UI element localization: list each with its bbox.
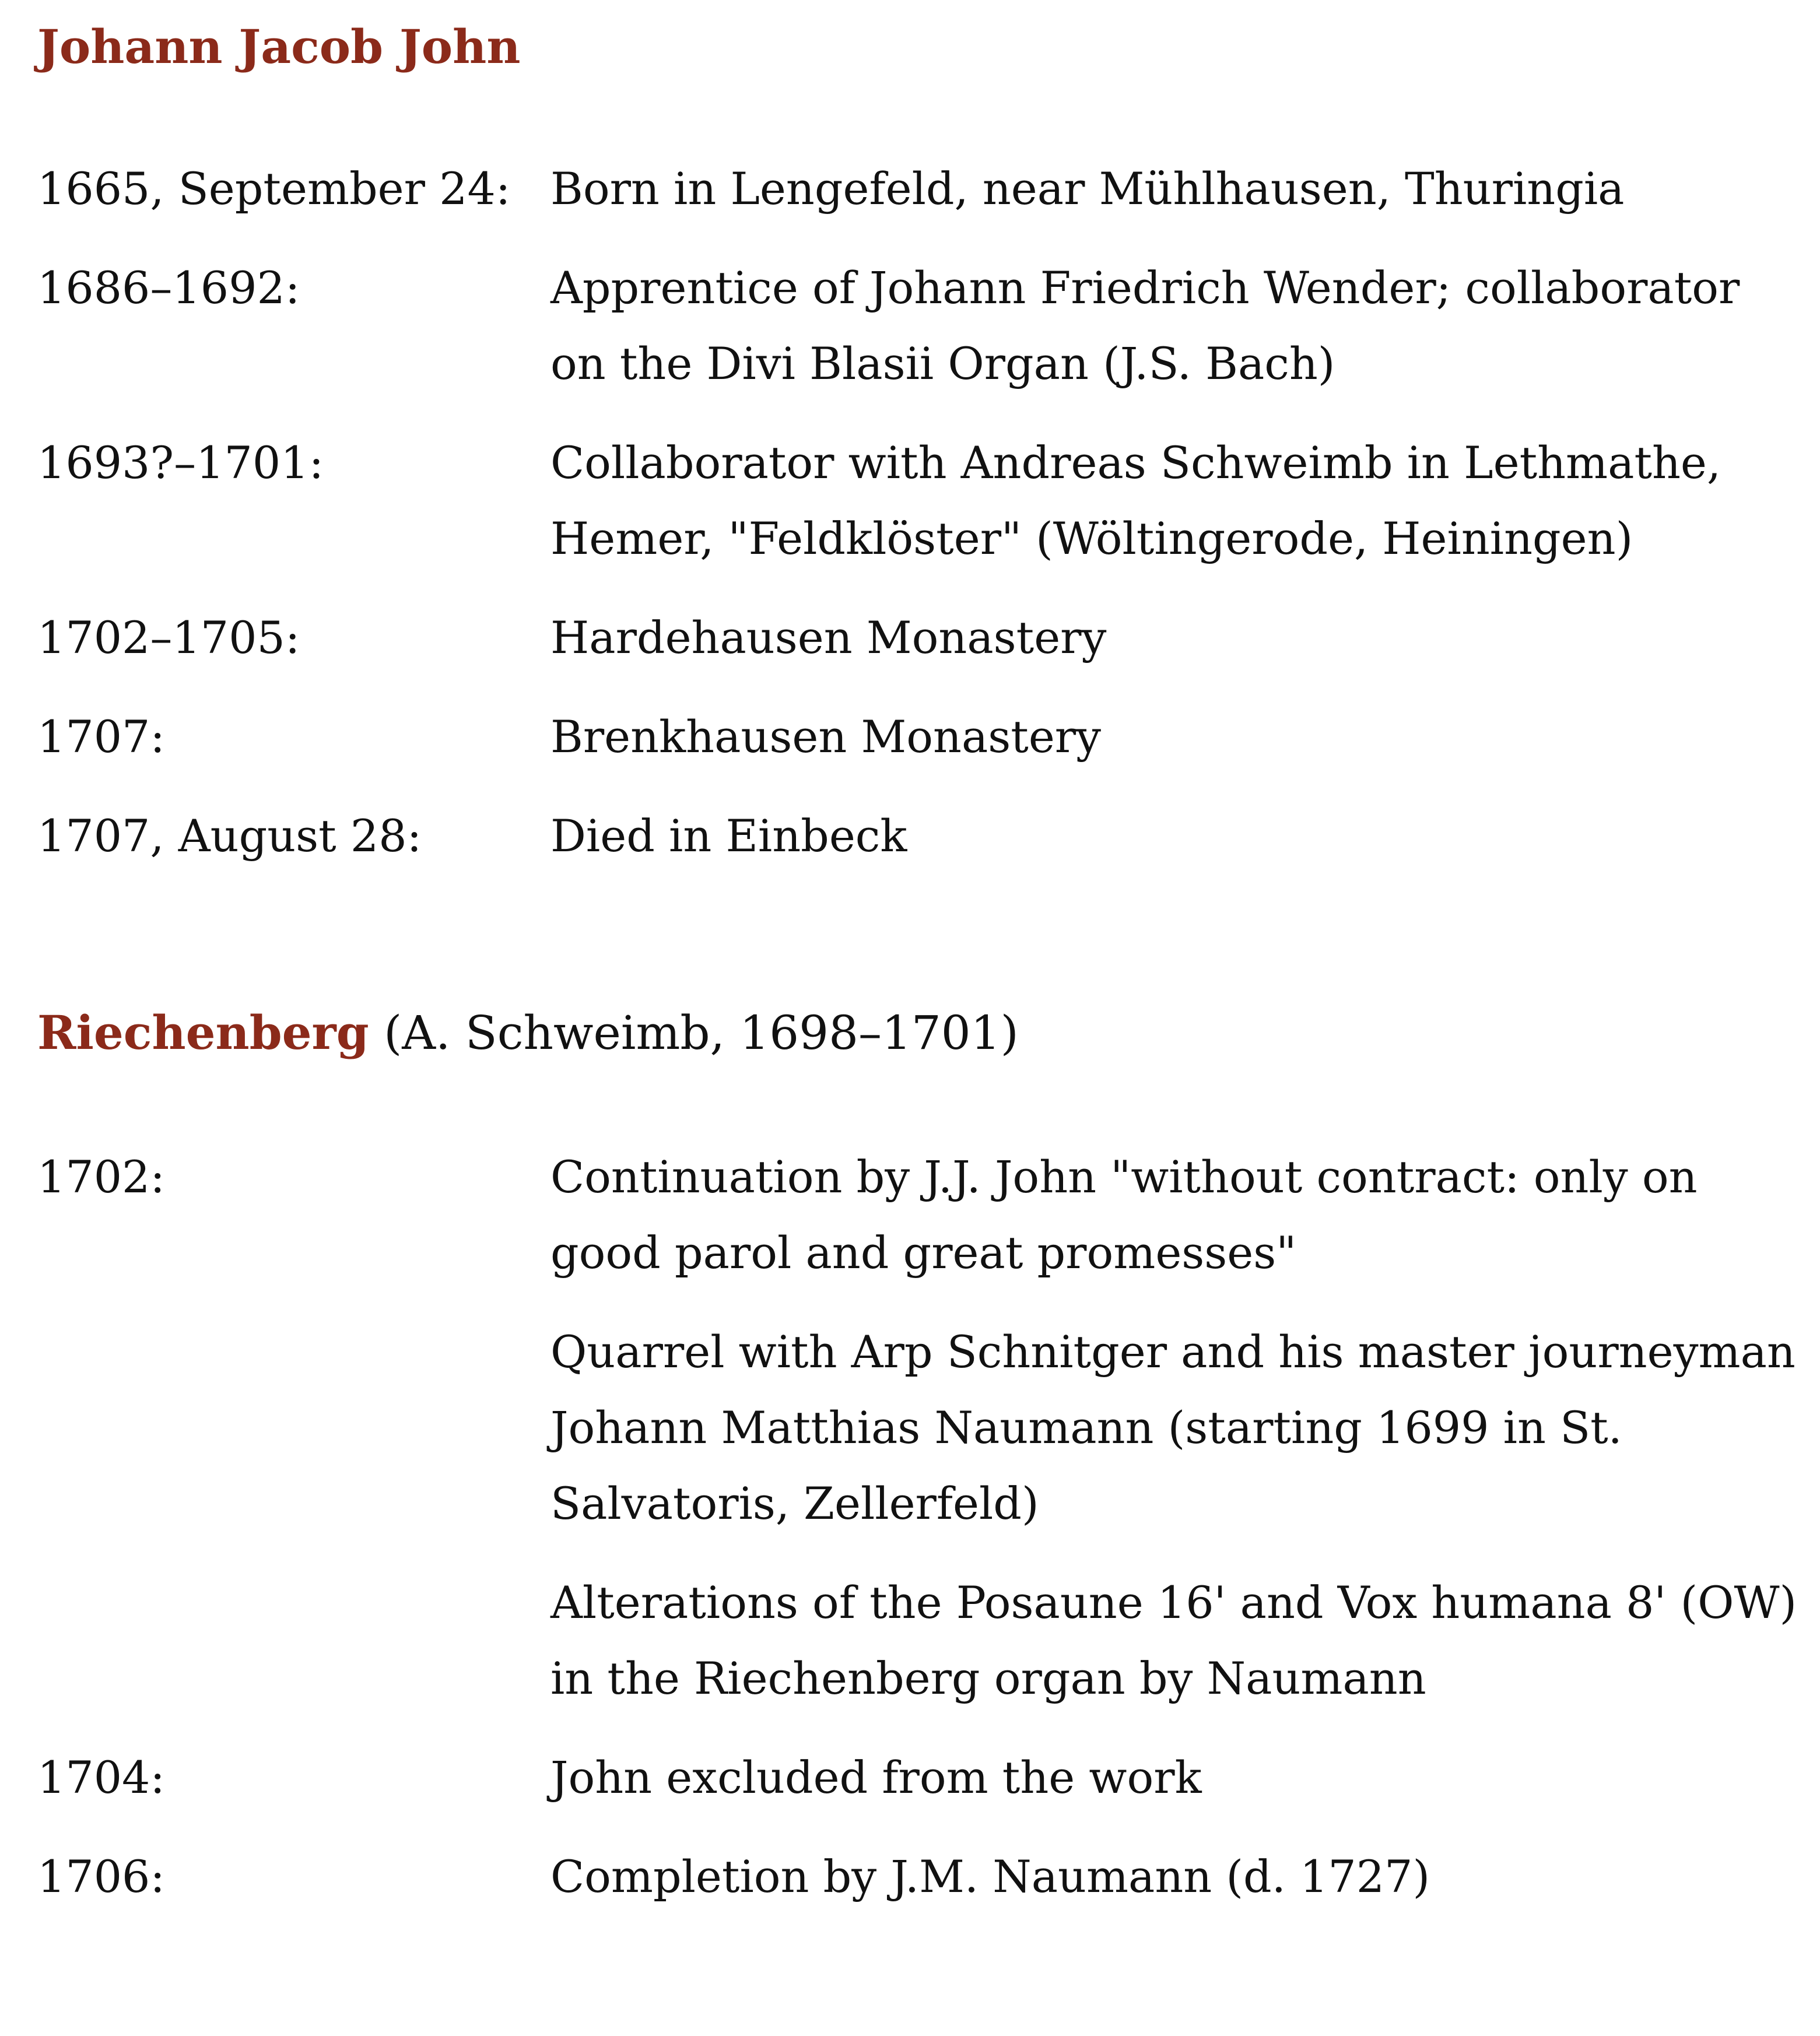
section-title-john [37, 12, 1820, 82]
timeline-date: 1665, September 24: [37, 163, 511, 215]
timeline-date: 1702: [37, 1151, 166, 1203]
section-title-name: Johann Jacob John [37, 19, 521, 74]
timeline-john [37, 151, 1820, 874]
timeline-date: 1693?–1701: [37, 437, 324, 489]
timeline-text: Continuation by J.J. John "without contract: only on good parol and great promesses" [550, 1151, 1698, 1279]
timeline-text: Died in Einbeck [550, 810, 907, 862]
timeline-row [37, 1839, 1820, 1915]
timeline-row [37, 1565, 1820, 1716]
timeline-date: 1707: [37, 711, 166, 763]
timeline-text: Apprentice of Johann Friedrich Wender; collaborator on the Divi Blasii Organ (J.S. Bach) [550, 262, 1740, 389]
timeline-text: Born in Lengefeld, near Mühlhausen, Thuringia [550, 163, 1625, 215]
timeline-riechenberg [37, 1139, 1820, 1915]
timeline-row [37, 699, 1820, 775]
timeline-row [37, 250, 1820, 402]
timeline-row [37, 798, 1820, 874]
timeline-row [37, 1314, 1820, 1542]
timeline-date: 1702–1705: [37, 612, 300, 664]
section-title-riechenberg [37, 998, 1820, 1068]
spacer [37, 897, 1820, 998]
timeline-row [37, 151, 1820, 227]
timeline-text: Quarrel with Arp Schnitger and his master journeyman Johann Matthias Naumann (starting 1699 in St. Salvatoris, Zellerfeld) [550, 1326, 1796, 1529]
section-title-name: Riechenberg [37, 1005, 369, 1060]
timeline-text: John excluded from the work [550, 1751, 1202, 1803]
timeline-text: Completion by J.M. Naumann (d. 1727) [550, 1851, 1430, 1902]
timeline-row [37, 1740, 1820, 1816]
timeline-text: Collaborator with Andreas Schweimb in Lethmathe, Hemer, "Feldklöster" (Wöltingerode, Heiningen) [550, 437, 1721, 564]
spacer [37, 82, 1820, 151]
timeline-row [37, 600, 1820, 676]
timeline-date: 1706: [37, 1851, 166, 1902]
timeline-text: Brenkhausen Monastery [550, 711, 1102, 763]
timeline-date: 1686–1692: [37, 262, 300, 314]
spacer [37, 1068, 1820, 1139]
timeline-row [37, 425, 1820, 577]
section-title-note: (A. Schweimb, 1698–1701) [369, 1006, 1019, 1060]
timeline-text: Alterations of the Posaune 16' and Vox humana 8' (OW) in the Riechenberg organ by Naumann [550, 1577, 1797, 1704]
timeline-date: 1704: [37, 1751, 166, 1803]
timeline-date: 1707, August 28: [37, 810, 422, 862]
timeline-text: Hardehausen Monastery [550, 612, 1107, 664]
timeline-row [37, 1139, 1820, 1291]
